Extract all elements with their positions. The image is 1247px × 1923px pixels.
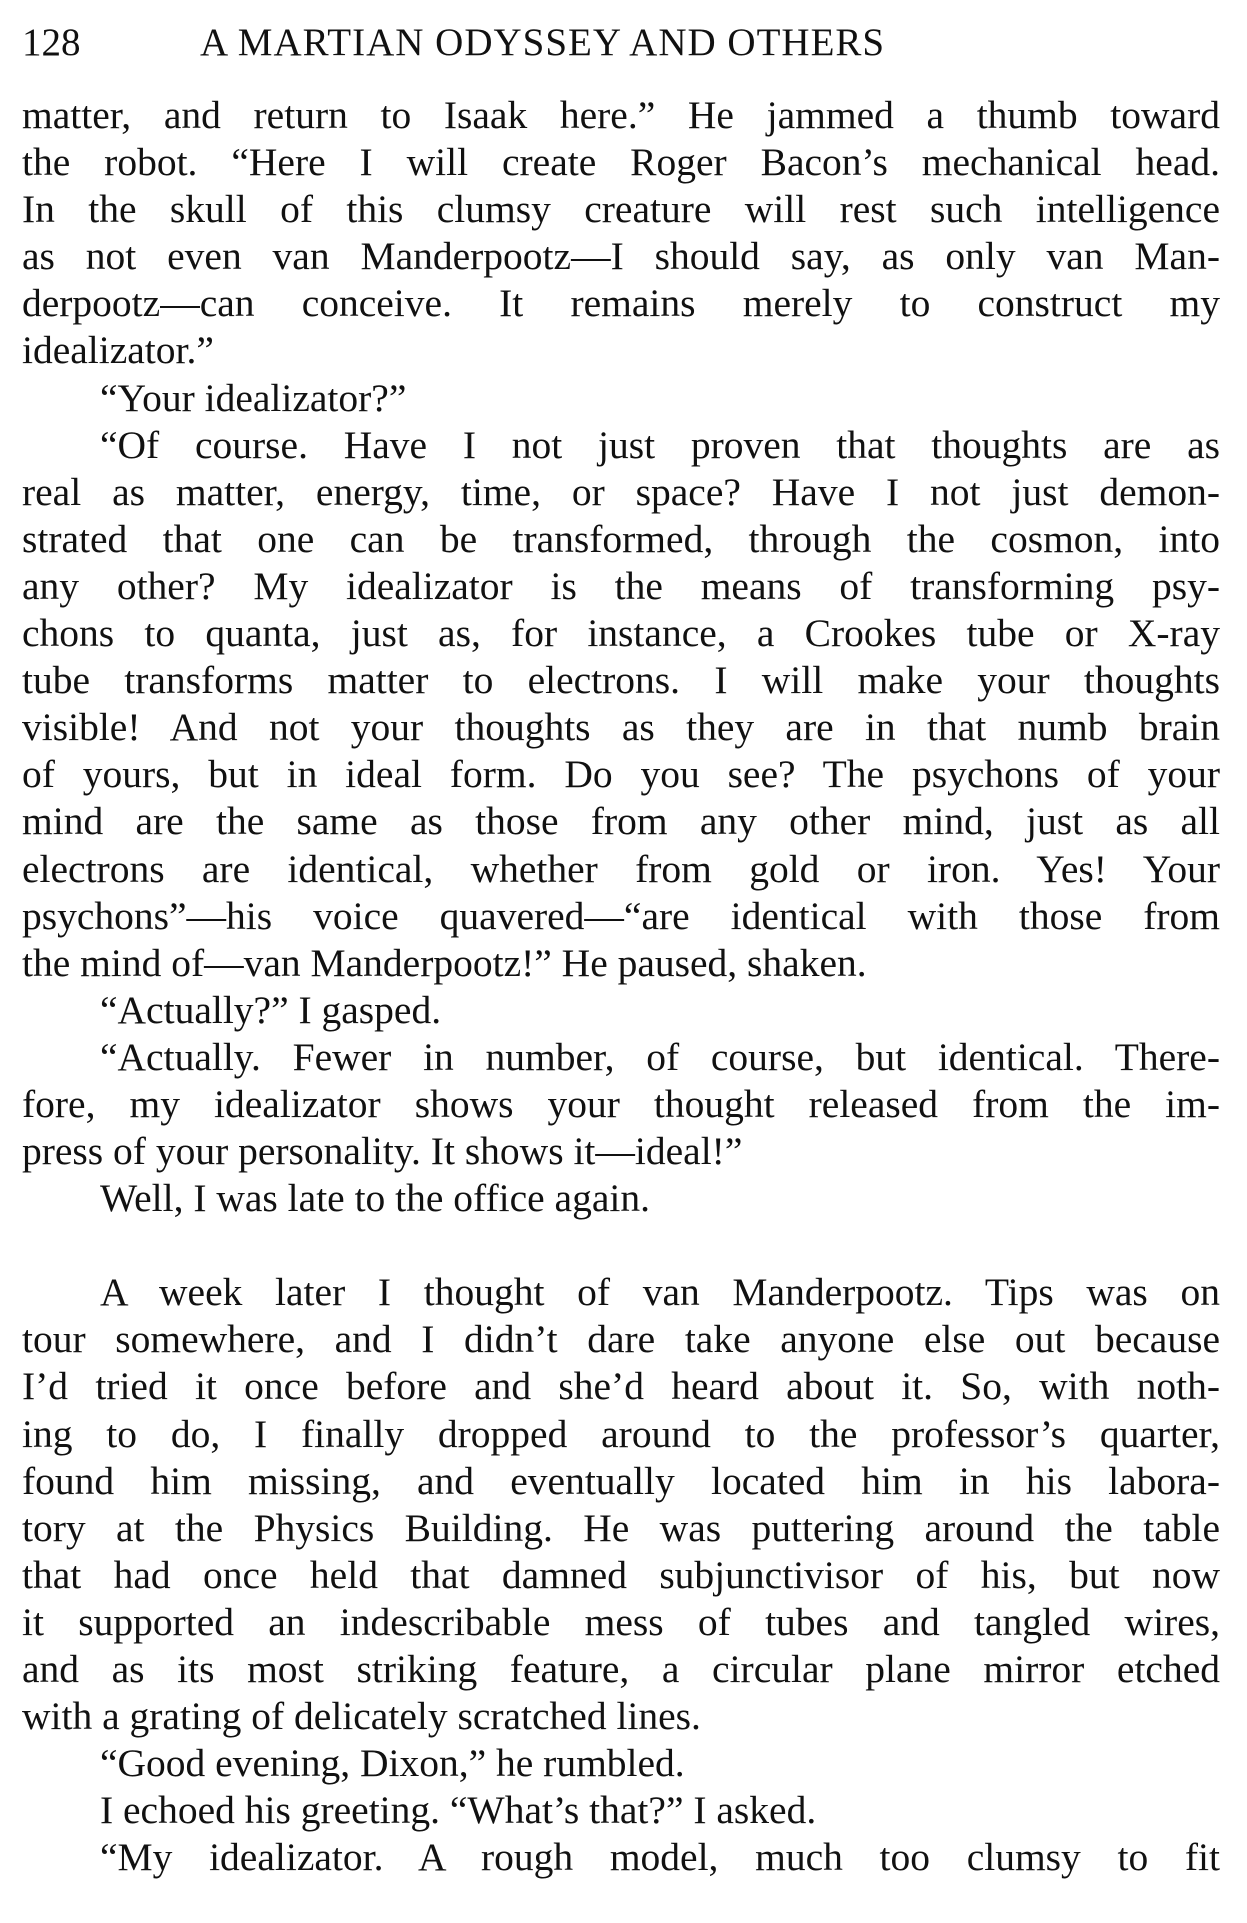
text-line: In the skull of this clumsy creature will rest such intelligence xyxy=(22,187,1220,232)
text-line: I’d tried it once before and she’d heard about it. So, with noth- xyxy=(22,1364,1220,1409)
text-line: ing to do, I finally dropped around to the professor’s quarter, xyxy=(22,1411,1220,1456)
text-line: found him missing, and eventually located him in his labora- xyxy=(22,1458,1220,1503)
book-page xyxy=(22,0,1220,1923)
text-line: with a grating of delicately scratched lines. xyxy=(22,1694,701,1739)
text-line: Well, I was late to the office again. xyxy=(100,1176,650,1221)
text-line: tour somewhere, and I didn’t dare take anyone else out because xyxy=(22,1317,1220,1362)
text-line: visible! And not your thoughts as they are in that numb brain xyxy=(22,705,1220,750)
text-line: matter, and return to Isaak here.” He jammed a thumb toward xyxy=(22,93,1220,137)
text-line: any other? My idealizator is the means of transforming psy- xyxy=(22,563,1220,608)
text-line: fore, my idealizator shows your thought released from the im- xyxy=(22,1081,1220,1126)
text-line: the mind of—van Manderpootz!” He paused, shaken. xyxy=(22,940,867,985)
text-line: psychons”—his voice quavered—“are identical with those from xyxy=(22,893,1220,938)
text-line: it supported an indescribable mess of tubes and tangled wires, xyxy=(22,1599,1220,1644)
text-line: press of your personality. It shows it—ideal!” xyxy=(22,1129,743,1174)
text-line: tory at the Physics Building. He was puttering around the table xyxy=(22,1505,1220,1550)
text-line: “Of course. Have I not just proven that thoughts are as xyxy=(100,422,1220,467)
text-line: electrons are identical, whether from gold or iron. Yes! Your xyxy=(22,846,1220,891)
text-line: “Your idealizator?” xyxy=(100,375,407,420)
text-line: real as matter, energy, time, or space? Have I not just demon- xyxy=(22,469,1220,514)
text-line: I echoed his greeting. “What’s that?” I asked. xyxy=(100,1788,817,1833)
text-line: and as its most striking feature, a circular plane mirror etched xyxy=(22,1647,1220,1691)
text-line: “My idealizator. A rough model, much too clumsy to fit xyxy=(100,1835,1220,1880)
text-line: the robot. “Here I will create Roger Bacon’s mechanical head. xyxy=(22,140,1220,185)
body-text xyxy=(22,92,1220,1881)
text-line: that had once held that damned subjunctivisor of his, but now xyxy=(22,1552,1220,1597)
text-line: chons to quanta, just as, for instance, a Crookes tube or X-ray xyxy=(22,611,1220,656)
text-line: mind are the same as those from any other mind, just as all xyxy=(22,799,1220,844)
text-line: strated that one can be transformed, through the cosmon, into xyxy=(22,516,1220,561)
text-line: idealizator.” xyxy=(22,328,214,373)
text-line: of yours, but in ideal form. Do you see? The psychons of your xyxy=(22,752,1220,797)
text-line: “Good evening, Dixon,” he rumbled. xyxy=(100,1741,685,1786)
text-line: “Actually?” I gasped. xyxy=(100,987,442,1032)
text-line: A week later I thought of van Manderpootz. Tips was on xyxy=(100,1270,1220,1315)
text-line: tube transforms matter to electrons. I will make your thoughts xyxy=(22,658,1220,703)
text-line: “Actually. Fewer in number, of course, but identical. There- xyxy=(100,1034,1220,1079)
section-break xyxy=(22,1222,1220,1269)
text-line: derpootz—can conceive. It remains merely to construct my xyxy=(22,281,1220,326)
book-title: A MARTIAN ODYSSEY AND OTHERS xyxy=(200,21,886,64)
text-line: as not even van Manderpootz—I should say, as only van Man- xyxy=(22,234,1220,279)
running-head xyxy=(22,14,1220,72)
page-number: 128 xyxy=(22,21,81,64)
